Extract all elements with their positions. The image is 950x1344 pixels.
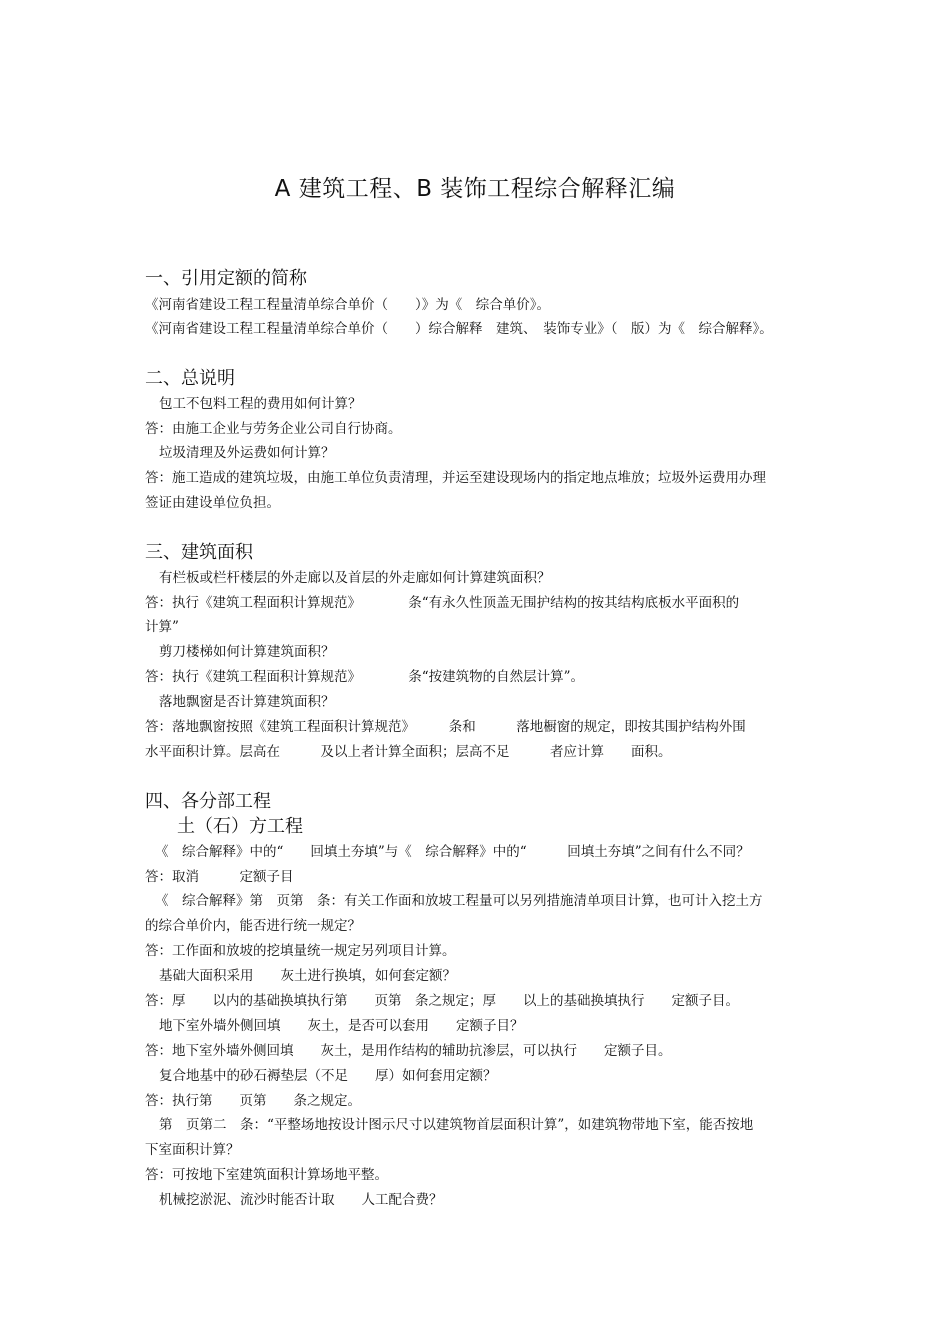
s4-line: 第 页第二 条：“平整场地按设计图示尺寸以建筑物首层面积计算”，如建筑物带地下室，能否按地 [159, 1117, 754, 1133]
section-2-heading: 二、总说明 [145, 368, 235, 389]
s2-answer-1: 答：由施工企业与劳务企业公司自行协商。 [145, 421, 402, 437]
section-3-heading: 三、建筑面积 [145, 542, 253, 563]
s3-answer-3-line-2: 水平面积计算。层高在 及以上者计算全面积；层高不足 者应计算 面积。 [145, 744, 672, 760]
s1-line-1: 《河南省建设工程工程量清单综合单价（ ）》为《 综合单价》。 [145, 297, 550, 313]
s2-answer-2-line-2: 签证由建设单位负担。 [145, 495, 280, 511]
s4-line: 地下室外墙外侧回填 灰土，是否可以套用 定额子目？ [159, 1018, 524, 1034]
s4-line: 机械挖淤泥、流沙时能否计取 人工配合费？ [159, 1192, 443, 1208]
section-1-heading: 一、引用定额的简称 [145, 268, 307, 289]
s4-line: 下室面积计算？ [145, 1142, 240, 1158]
s4-line: 答：取消 定额子目 [145, 869, 294, 885]
s4-line: 复合地基中的砂石褥垫层（不足 厚）如何套用定额？ [159, 1068, 497, 1084]
s3-question-1: 有栏板或栏杆楼层的外走廊以及首层的外走廊如何计算建筑面积？ [159, 570, 551, 586]
s3-question-3: 落地飘窗是否计算建筑面积？ [159, 694, 335, 710]
s4-line: 答：地下室外墙外侧回填 灰土，是用作结构的辅助抗渗层，可以执行 定额子目。 [145, 1043, 672, 1059]
s2-question-1: 包工不包料工程的费用如何计算？ [159, 396, 362, 412]
s4-line: 的综合单价内，能否进行统一规定？ [145, 918, 361, 934]
s3-answer-3-line-1: 答：落地飘窗按照《建筑工程面积计算规范》 条和 落地橱窗的规定，即按其围护结构外围 [145, 719, 746, 735]
s3-question-2: 剪刀楼梯如何计算建筑面积？ [159, 644, 335, 660]
s2-answer-2-line-1: 答：施工造成的建筑垃圾，由施工单位负责清理，并运至建设现场内的指定地点堆放；垃圾外运费用办理 [145, 470, 766, 486]
section-4-heading: 四、各分部工程 [145, 791, 271, 812]
s4-line: 答：工作面和放坡的挖填量统一规定另列项目计算。 [145, 943, 456, 959]
s4-line: 《 综合解释》中的“ 回填土夯填”与《 综合解释》中的“ 回填土夯填”之间有什么不同？ [155, 844, 750, 860]
section-4-subheading: 土（石）方工程 [177, 816, 303, 837]
s1-line-2: 《河南省建设工程工程量清单综合单价（ ）综合解释 建筑、 装饰专业》（ 版）为《 综合解释》。 [145, 321, 773, 337]
s4-line: 答：执行第 页第 条之规定。 [145, 1093, 361, 1109]
s4-line: 《 综合解释》第 页第 条：有关工作面和放坡工程量可以另列措施清单项目计算，也可计入挖土方 [155, 893, 763, 909]
document-title: A 建筑工程、B 装饰工程综合解释汇编 [274, 176, 676, 202]
s4-line: 答：可按地下室建筑面积计算场地平整。 [145, 1167, 388, 1183]
s4-line: 答：厚 以内的基础换填执行第 页第 条之规定；厚 以上的基础换填执行 定额子目。 [145, 993, 739, 1009]
s2-question-2: 垃圾清理及外运费如何计算？ [159, 445, 335, 461]
s3-answer-1-line-1: 答：执行《建筑工程面积计算规范》 条“有永久性顶盖无围护结构的按其结构底板水平面积的 [145, 595, 740, 611]
s3-answer-1-line-2: 计算” [145, 619, 179, 635]
s3-answer-2: 答：执行《建筑工程面积计算规范》 条“按建筑物的自然层计算”。 [145, 669, 585, 685]
s4-line: 基础大面积采用 灰土进行换填，如何套定额？ [159, 968, 456, 984]
